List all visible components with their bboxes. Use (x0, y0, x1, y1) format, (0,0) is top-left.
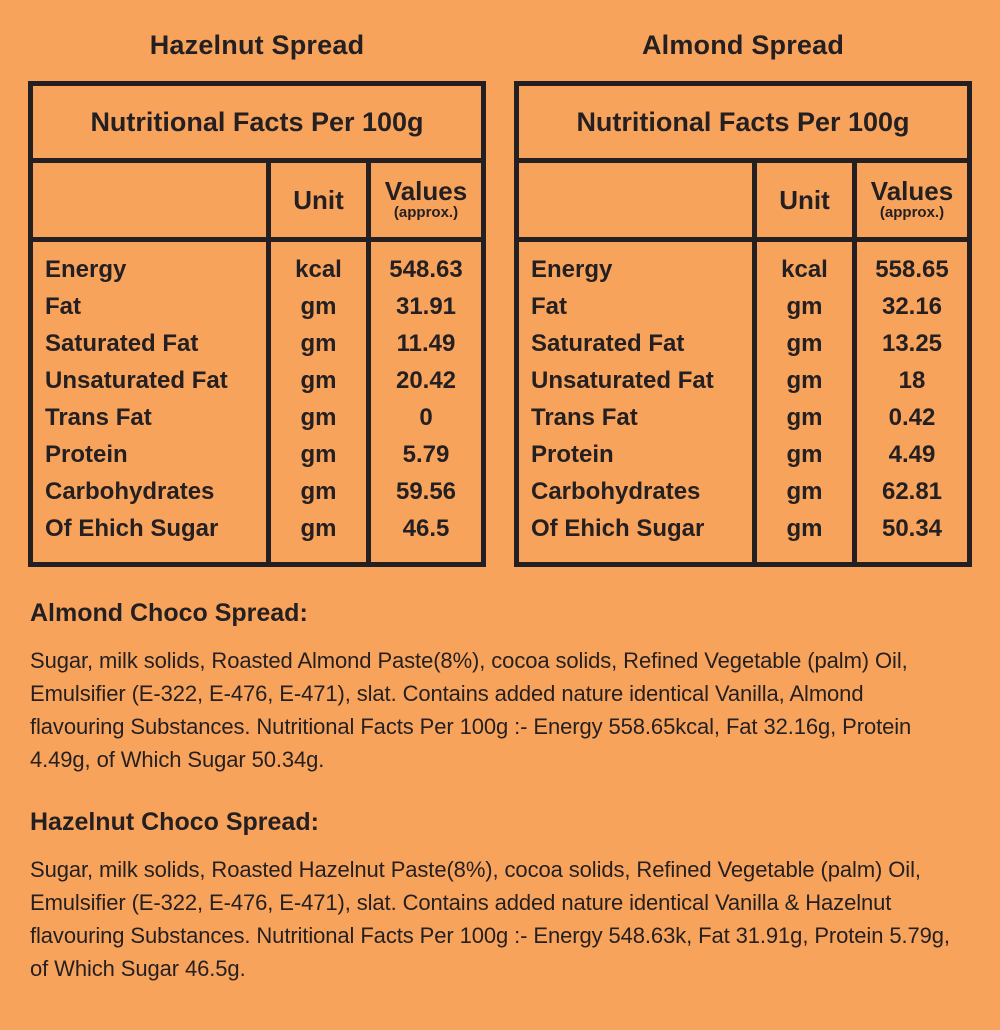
section-heading: Hazelnut Choco Spread: (30, 808, 319, 836)
row-value: 18 (898, 367, 926, 394)
row-unit: gm (300, 441, 337, 468)
row-unit: gm (786, 330, 823, 357)
row-name: Trans Fat (531, 404, 638, 431)
panel-title-hazelnut: Hazelnut Spread (149, 30, 365, 60)
row-value: 62.81 (881, 478, 943, 505)
row-value: 50.34 (881, 515, 943, 542)
row-name: Unsaturated Fat (45, 367, 228, 394)
row-value: 5.79 (402, 441, 450, 468)
section-ingredients-text: Sugar, milk solids, Roasted Hazelnut Paste(8%), cocoa solids, Refined Vegetable (palm) Oil, Emulsifier (E-322, E-476, E-471), slat. Contains added nature identical Vanilla & Hazelnut flavouring Substances. Nutritional Facts Per 100g :- Energy 548.63k, Fat 31.91g, Protein 5.79g, of Which Sugar 46.5g. (30, 857, 950, 981)
row-unit: gm (786, 293, 823, 320)
column-header-unit: Unit (757, 163, 857, 237)
row-unit: gm (300, 404, 337, 431)
row-name: Of Ehich Sugar (531, 515, 705, 542)
row-unit: gm (300, 330, 337, 357)
row-name: Of Ehich Sugar (45, 515, 219, 542)
row-unit: gm (786, 515, 823, 542)
row-name: Protein (45, 441, 128, 468)
row-name: Saturated Fat (45, 330, 199, 357)
table-header-almond: Nutritional Facts Per 100g (519, 86, 967, 163)
nutrition-panels (0, 30, 1000, 567)
table-column-headers (519, 163, 967, 242)
nutrition-table-almond (514, 81, 972, 567)
row-value: 558.65 (875, 256, 949, 283)
panel-hazelnut-spread (28, 30, 486, 567)
table-header-hazelnut: Nutritional Facts Per 100g (33, 86, 481, 163)
nutrition-table-hazelnut (28, 81, 486, 567)
row-name: Saturated Fat (531, 330, 685, 357)
table-body (519, 242, 967, 562)
panel-almond-spread (514, 30, 972, 567)
section-ingredients-text: Sugar, milk solids, Roasted Almond Paste(8%), cocoa solids, Refined Vegetable (palm) Oil, Emulsifier (E-322, E-476, E-471), slat. Contains added nature identical Vanilla, Almond flavouring Substances. Nutritional Facts Per 100g :- Energy 558.65kcal, Fat 32.16g, Protein 4.49g, of Which Sugar 50.34g. (30, 648, 912, 772)
row-unit: gm (786, 404, 823, 431)
column-header-unit: Unit (271, 163, 371, 237)
row-value: 20.42 (395, 367, 457, 394)
row-name: Unsaturated Fat (531, 367, 714, 394)
row-name: Carbohydrates (531, 478, 701, 505)
row-unit: kcal (781, 256, 828, 283)
row-unit: gm (300, 515, 337, 542)
row-unit: gm (300, 367, 337, 394)
row-name: Fat (45, 293, 81, 320)
column-values (857, 242, 967, 562)
row-value: 31.91 (395, 293, 457, 320)
column-units (271, 242, 371, 562)
row-value: 59.56 (395, 478, 457, 505)
column-nutrient-names (33, 242, 271, 562)
panel-title-almond: Almond Spread (641, 30, 845, 60)
column-header-values (857, 163, 967, 237)
row-name: Fat (531, 293, 567, 320)
row-name: Protein (531, 441, 614, 468)
column-values (371, 242, 481, 562)
row-value: 32.16 (881, 293, 943, 320)
row-value: 46.5 (402, 515, 450, 542)
row-name: Carbohydrates (45, 478, 215, 505)
values-label: Values (870, 176, 954, 206)
row-unit: gm (786, 367, 823, 394)
column-header-values (371, 163, 481, 237)
row-value: 548.63 (389, 256, 463, 283)
row-name: Trans Fat (45, 404, 152, 431)
row-value: 11.49 (396, 330, 456, 357)
section-almond-choco-spread (0, 599, 1000, 776)
row-value: 0 (419, 404, 433, 431)
values-approx-note: (approx.) (393, 204, 459, 221)
row-name: Energy (531, 256, 613, 283)
row-value: 0.42 (888, 404, 936, 431)
row-value: 4.49 (888, 441, 936, 468)
row-unit: kcal (295, 256, 342, 283)
row-unit: gm (300, 478, 337, 505)
row-value: 13.25 (881, 330, 943, 357)
table-column-headers (33, 163, 481, 242)
values-label: Values (384, 176, 468, 206)
column-header-blank (519, 163, 757, 237)
column-units (757, 242, 857, 562)
values-approx-note: (approx.) (879, 204, 945, 221)
column-nutrient-names (519, 242, 757, 562)
row-unit: gm (300, 293, 337, 320)
column-header-blank (33, 163, 271, 237)
row-unit: gm (786, 478, 823, 505)
section-hazelnut-choco-spread (0, 808, 1000, 985)
row-unit: gm (786, 441, 823, 468)
section-heading: Almond Choco Spread: (30, 599, 308, 627)
row-name: Energy (45, 256, 127, 283)
table-body (33, 242, 481, 562)
